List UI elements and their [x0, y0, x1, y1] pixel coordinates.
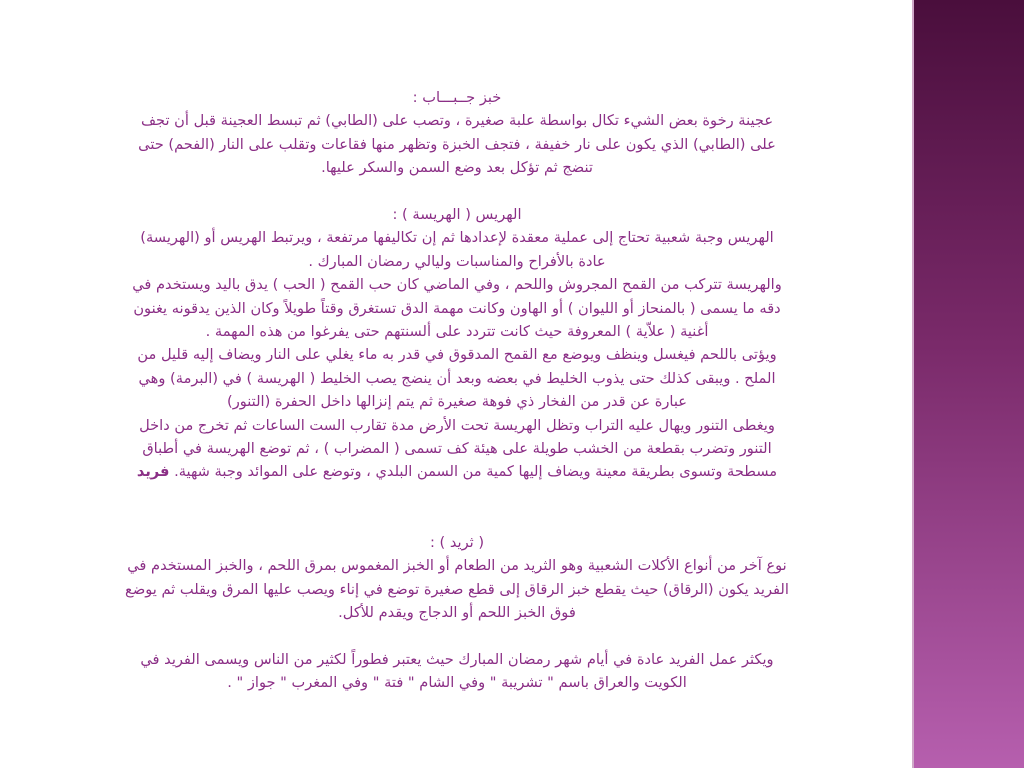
harees-line: ويغطى التنور ويهال عليه التراب وتظل الهريسة تحت الأرض مدة تقارب الست الساعات ثم تخرج من داخل — [139, 416, 775, 434]
decorative-side-band — [912, 0, 1024, 768]
harees-heading: الهريس ( الهريسة ) : — [392, 206, 522, 224]
harees-line: التنور وتضرب بقطعة من الخشب طويلة على هيئة كف تسمى ( المضراب ) ، ثم توضع الهريسة في أطباق — [142, 440, 772, 458]
harees-line: الملح . ويبقى كذلك حتى يذوب الخليط في بعضه وبعد أن ينضج يصب الخليط ( الهريسة ) في (البرمة) وهي — [138, 369, 776, 387]
harees-line: ويؤتى باللحم فيغسل وينظف ويوضع مع القمح المدقوق في قدر به ماء يغلي على النار ويضاف إليه قليل من — [137, 346, 777, 364]
harees-line: عادة بالأفراح والمناسبات وليالي رمضان المبارك . — [308, 252, 606, 270]
harees-line: والهريسة تتركب من القمح المجروش واللحم ، وفي الماضي كان حب القمح ( الحب ) يدق باليد ويستخدم في — [132, 276, 782, 294]
slide-text-body — [6, 86, 908, 695]
paragraph-gap — [6, 180, 908, 203]
harees-last-line — [6, 460, 908, 483]
harees-line: دقه ما يسمى ( بالمنحاز أو الليوان ) أو الهاون وكانت مهمة الدق تستغرق وقتاً طويلاً وكان الذين يدقونه يغنون — [133, 299, 781, 317]
harees-line: أغنية ( علاّية ) المعروفة حيث كانت تتردد على ألسنتهم حتى يفرغوا من هذه المهمة . — [205, 323, 709, 341]
khubz-line: عجينة رخوة بعض الشيء تكال بواسطة علبة صغيرة ، وتصب على (الطابي) ثم تبسط العجينة قبل أن تجف — [140, 112, 774, 130]
khubz-heading: خبز جــبـــاب : — [412, 89, 502, 106]
thareed-line: الفريد يكون (الرقاق) حيث يقطع خبز الرقاق إلى قطع صغيرة توضع في إناء ويصب عليها المرق ويقلب ثم يوضع — [125, 580, 789, 598]
harees-line: عبارة عن قدر من الفخار ذي فوهة صغيرة ثم يتم إنزالها داخل الحفرة (التنور) — [227, 393, 687, 411]
khubz-line: تنضج ثم تؤكل بعد وضع السمن والسكر عليها. — [321, 159, 593, 177]
harees-line: الهريس وجبة شعبية تحتاج إلى عملية معقدة لإعدادها ثم إن تكاليفها مرتفعة ، ويرتبط الهريس أو (الهريسة) — [140, 229, 774, 247]
harees-last-line-text: مسطحة وتسوى بطريقة معينة ويضاف إليها كمية من السمن البلدي ، وتوضع على الموائد وجبة شهية. — [174, 463, 778, 481]
paragraph-gap — [6, 484, 908, 531]
thareed-line: فوق الخبز اللحم أو الدجاج ويقدم للأكل. — [338, 603, 576, 621]
thareed-closing-line: الكويت والعراق باسم " تشريبة " وفي الشام " فتة " وفي المغرب " جواز " . — [227, 674, 687, 692]
bold-word: فريد — [136, 463, 170, 481]
thareed-line: نوع آخر من أنواع الأكلات الشعبية وهو الثريد من الطعام أو الخبز المغموس بمرق اللحم ، والخبز المستخدم في — [127, 557, 787, 575]
thareed-closing-line: ويكثر عمل الفريد عادة في أيام شهر رمضان المبارك حيث يعتبر فطوراً لكثير من الناس ويسمى الفريد في — [140, 650, 774, 668]
khubz-line: على (الطابي) الذي يكون على نار خفيفة ، فتجف الخبزة وتظهر منها فقاعات وتقلب على النار (الفحم) حتى — [138, 135, 776, 153]
paragraph-gap — [6, 624, 908, 647]
thareed-heading: ( ثريد ) : — [429, 533, 485, 551]
